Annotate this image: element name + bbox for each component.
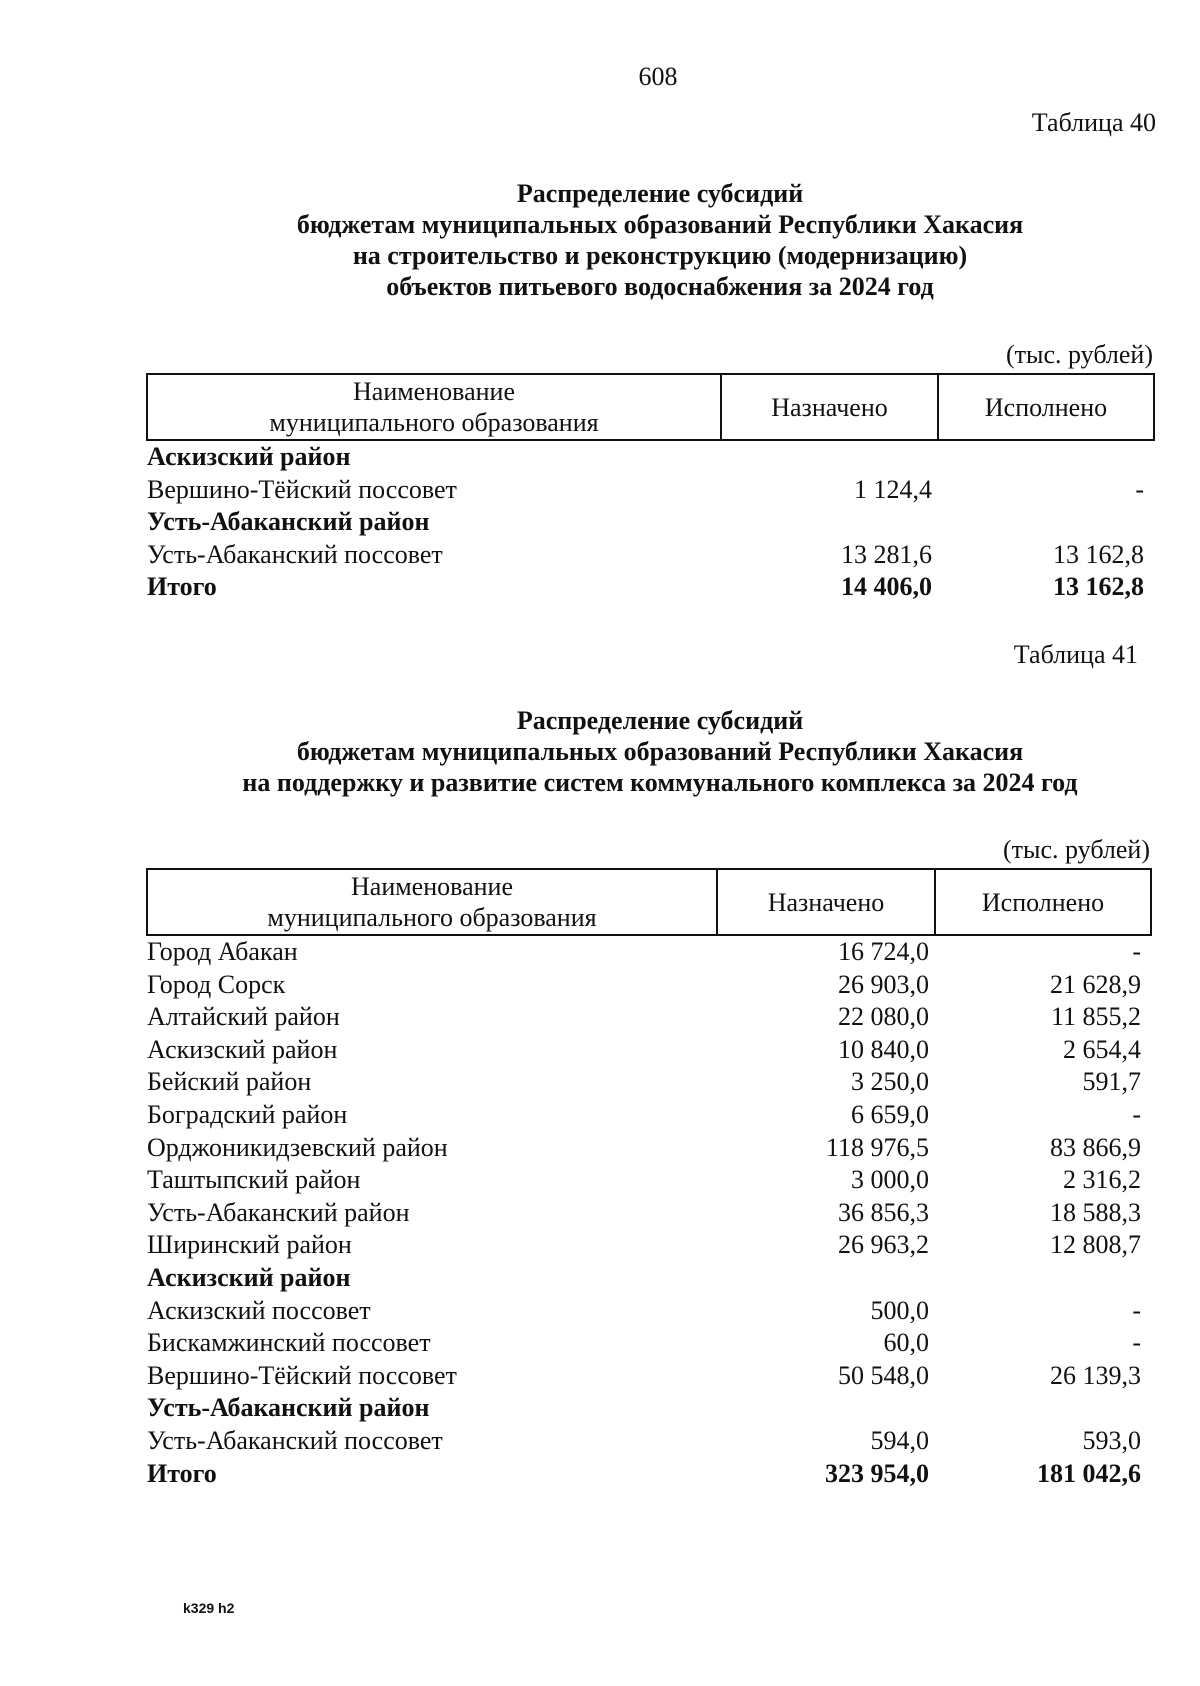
row-name: Вершино-Тёйский поссовет — [147, 474, 457, 504]
table-row — [147, 1066, 1151, 1099]
row-assigned: 118 976,5 — [825, 1132, 929, 1162]
table-40-title-line: Распределение субсидий — [516, 179, 804, 208]
table-row — [147, 1392, 1151, 1425]
row-name: Бискамжинский поссовет — [147, 1328, 431, 1358]
row-assigned — [721, 440, 938, 474]
table-41-title-line: Распределение субсидий — [516, 706, 804, 735]
row-name: Город Абакан — [147, 937, 298, 966]
row-name: Бейский район — [147, 1067, 312, 1097]
table-row — [147, 935, 1151, 969]
table-row — [147, 571, 1154, 604]
row-executed: 11 855,2 — [1050, 1002, 1141, 1032]
table-40 — [146, 373, 1155, 604]
row-executed — [938, 506, 1154, 539]
row-name: Вершино-Тёйский поссовет — [147, 1360, 457, 1390]
row-assigned — [717, 1262, 935, 1295]
table-row — [147, 1327, 1151, 1360]
row-assigned: 323 954,0 — [825, 1458, 929, 1488]
row-executed: - — [1132, 1328, 1141, 1358]
table-row — [147, 539, 1154, 572]
row-executed: 12 808,7 — [1050, 1230, 1141, 1260]
table-row — [147, 969, 1151, 1002]
row-name: Орджоникидзевский район — [147, 1132, 448, 1162]
header-name-cell — [147, 374, 721, 440]
table-row — [147, 1132, 1151, 1165]
row-executed: 591,7 — [1082, 1067, 1141, 1097]
header-name-line2: муниципального образования — [269, 408, 599, 437]
header-executed: Исполнено — [938, 374, 1154, 440]
table-row — [147, 1229, 1151, 1262]
row-name: Усть-Абаканский поссовет — [147, 1425, 443, 1455]
row-name: Боградский район — [147, 1099, 348, 1129]
table-40-title — [120, 178, 1200, 302]
row-name: Усть-Абаканский район — [147, 507, 430, 537]
row-executed: 181 042,6 — [1037, 1458, 1141, 1488]
row-assigned: 36 856,3 — [838, 1197, 929, 1227]
table-row — [147, 1360, 1151, 1393]
row-name: Усть-Абаканский поссовет — [147, 539, 443, 569]
table-41-title-line: бюджетам муниципальных образований Республики Хакасия — [296, 737, 1024, 766]
row-name: Алтайский район — [147, 1002, 340, 1032]
row-assigned: 1 124,4 — [854, 474, 932, 504]
row-name: Аскизский район — [147, 1262, 351, 1292]
row-assigned: 3 250,0 — [851, 1067, 929, 1097]
row-name: Итого — [147, 572, 217, 602]
header-assigned: Назначено — [721, 374, 938, 440]
table-41-title — [120, 705, 1200, 798]
row-executed: - — [1132, 1295, 1141, 1325]
row-executed: - — [1132, 1099, 1141, 1129]
row-assigned: 22 080,0 — [838, 1002, 929, 1032]
table-41-label: Таблица 41 — [1013, 640, 1138, 669]
header-name-line1: Наименование — [351, 872, 513, 901]
row-name: Аскизский район — [147, 1034, 338, 1064]
row-executed: 18 588,3 — [1050, 1197, 1141, 1227]
table-row — [147, 1099, 1151, 1132]
row-executed: 83 866,9 — [1050, 1132, 1141, 1162]
row-executed: - — [1132, 937, 1141, 966]
row-name: Аскизский район — [147, 442, 351, 471]
row-assigned — [717, 1392, 935, 1425]
header-name-line1: Наименование — [353, 377, 515, 406]
row-assigned: 10 840,0 — [838, 1034, 929, 1064]
row-executed: - — [1135, 474, 1144, 504]
row-assigned: 594,0 — [870, 1425, 929, 1455]
row-executed: 26 139,3 — [1050, 1360, 1141, 1390]
table-41-units: (тыс. рублей) — [1002, 835, 1150, 864]
row-assigned: 13 281,6 — [841, 539, 932, 569]
footer-code: k329 h2 — [183, 1600, 235, 1616]
row-name: Усть-Абаканский район — [147, 1393, 430, 1423]
row-executed: 2 316,2 — [1063, 1165, 1141, 1195]
row-executed: 13 162,8 — [1053, 539, 1144, 569]
row-assigned: 3 000,0 — [851, 1165, 929, 1195]
table-row — [147, 474, 1154, 507]
table-40-header-row — [147, 374, 1154, 440]
table-row — [147, 1001, 1151, 1034]
row-name: Ширинский район — [147, 1230, 352, 1260]
table-40-title-line: объектов питьевого водоснабжения за 2024 год — [386, 272, 934, 301]
row-assigned: 6 659,0 — [851, 1099, 929, 1129]
row-name: Аскизский поссовет — [147, 1295, 371, 1325]
table-row — [147, 1425, 1151, 1458]
row-assigned: 26 963,2 — [838, 1230, 929, 1260]
row-executed: 13 162,8 — [1053, 572, 1144, 602]
table-40-title-line: на строительство и реконструкцию (модернизацию) — [352, 241, 968, 270]
page-number: 608 — [638, 62, 678, 91]
table-row — [147, 1034, 1151, 1067]
row-assigned: 500,0 — [870, 1295, 929, 1325]
table-row — [147, 506, 1154, 539]
table-41-header-row — [147, 869, 1151, 935]
table-row — [147, 1197, 1151, 1230]
row-assigned: 16 724,0 — [838, 937, 929, 966]
row-executed — [938, 440, 1154, 474]
row-executed: 21 628,9 — [1050, 969, 1141, 999]
row-name: Город Сорск — [147, 969, 286, 999]
row-assigned: 14 406,0 — [841, 572, 932, 602]
table-40-units: (тыс. рублей) — [1005, 340, 1153, 369]
table-40-label: Таблица 40 — [1031, 108, 1156, 137]
header-name-cell — [147, 869, 717, 935]
row-executed: 2 654,4 — [1063, 1034, 1141, 1064]
table-row — [147, 1262, 1151, 1295]
row-name: Итого — [147, 1458, 217, 1488]
header-executed: Исполнено — [935, 869, 1151, 935]
table-row — [147, 1458, 1151, 1491]
row-executed: 593,0 — [1082, 1425, 1141, 1455]
table-41 — [146, 868, 1152, 1490]
table-40-title-line: бюджетам муниципальных образований Республики Хакасия — [296, 210, 1024, 239]
table-row — [147, 1164, 1151, 1197]
header-name-line2: муниципального образования — [267, 903, 597, 932]
row-assigned: 50 548,0 — [838, 1360, 929, 1390]
header-assigned: Назначено — [717, 869, 935, 935]
row-name: Усть-Абаканский район — [147, 1197, 410, 1227]
table-row — [147, 440, 1154, 474]
row-assigned: 26 903,0 — [838, 969, 929, 999]
row-executed — [935, 1392, 1151, 1425]
row-name: Таштыпский район — [147, 1165, 361, 1195]
row-executed — [935, 1262, 1151, 1295]
table-row — [147, 1295, 1151, 1328]
row-assigned: 60,0 — [883, 1328, 929, 1358]
row-assigned — [721, 506, 938, 539]
table-41-title-line: на поддержку и развитие систем коммунального комплекса за 2024 год — [242, 768, 1078, 797]
